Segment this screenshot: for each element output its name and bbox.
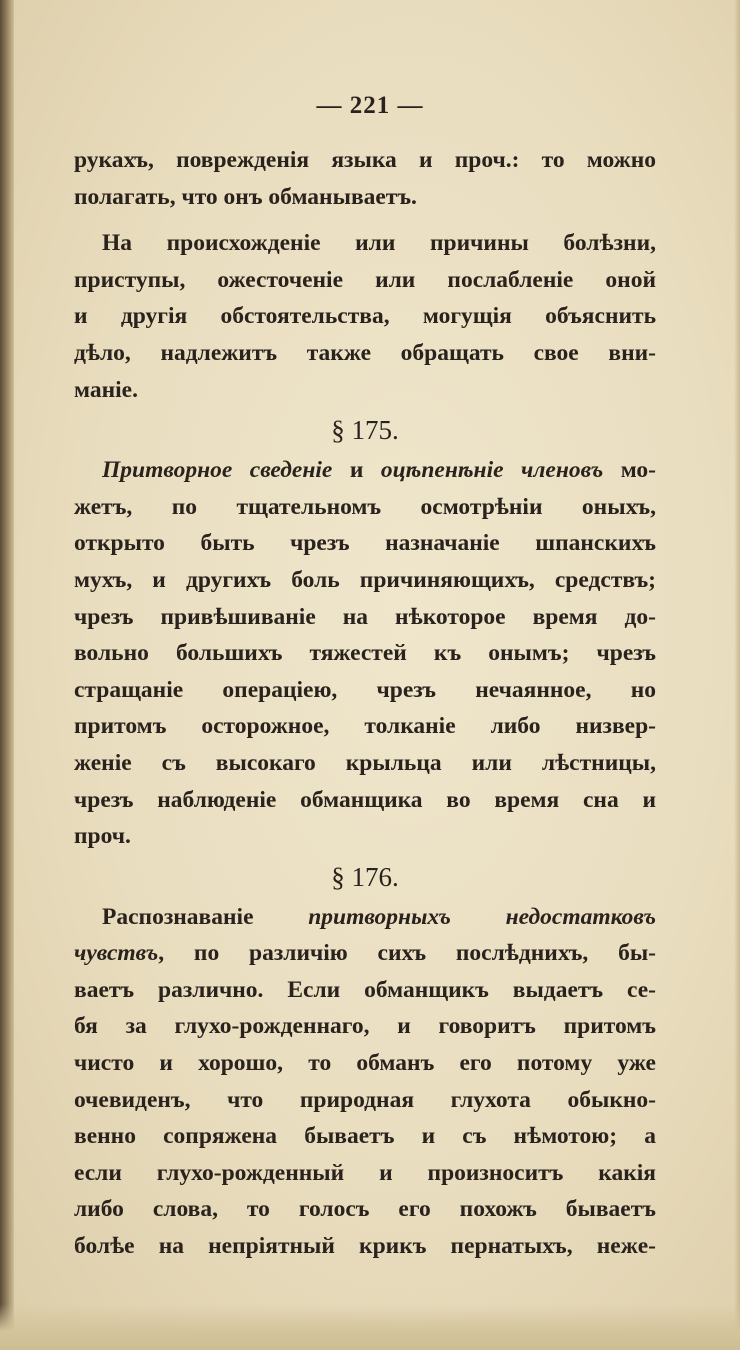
text-line: если глухо-рожденный и произноситъ какія	[74, 1159, 656, 1186]
text-line: ваетъ различно. Если обманщикъ выдаетъ се-	[74, 976, 656, 1003]
italic-term: притворныхъ недостатковъ	[308, 903, 656, 930]
text-line: маніе.	[74, 376, 138, 403]
text-line: венно сопряжена бываетъ и съ нѣмотою; а	[74, 1123, 656, 1150]
text-line	[74, 899, 656, 936]
text-line: притомъ осторожное, толканіе либо низвер-	[74, 713, 656, 740]
text-line: дѣло, надлежитъ также обращать свое вни-	[74, 339, 656, 366]
text-line	[74, 935, 656, 972]
text-line: чрезъ привѣшиваніе на нѣкоторое время до-	[74, 603, 656, 630]
text-line: женіе съ высокаго крыльца или лѣстницы,	[74, 749, 656, 776]
italic-term: оцѣпенѣніе членовъ	[380, 457, 604, 484]
text-line: бя за глухо-рожденнаго, и говоритъ притомъ	[74, 1013, 656, 1040]
italic-term: чувствъ	[74, 940, 159, 967]
text-line: открыто быть чрезъ назначаніе шпанскихъ	[74, 530, 656, 557]
page-binding-shadow	[0, 0, 14, 1350]
text-line: либо слова, то голосъ его похожъ бываетъ	[74, 1196, 656, 1223]
text-line: болѣе на непріятный крикъ пернатыхъ, нежe-	[74, 1233, 656, 1260]
text-fragment: мо-	[603, 457, 656, 484]
page-body	[74, 142, 656, 1265]
text-fragment: и	[332, 457, 381, 484]
text-line: чисто и хорошо, то обманъ его потому уже	[74, 1050, 656, 1077]
text-line: стращаніе операціею, чрезъ нечаянное, но	[74, 676, 656, 703]
text-line	[74, 452, 656, 489]
text-fragment: Распознаваніе	[102, 903, 309, 930]
section-heading-175: § 175.	[331, 415, 399, 446]
text-line: проч.	[74, 823, 131, 850]
text-line: вольно большихъ тяжестей къ онымъ; чрезъ	[74, 640, 656, 667]
italic-term: Притворное сведеніе	[102, 457, 333, 484]
page-number: — 221 —	[316, 92, 424, 119]
text-line: очевиденъ, что природная глухота обыкно-	[74, 1086, 656, 1113]
text-line: жетъ, по тщательномъ осмотрѣніи оныхъ,	[74, 493, 656, 520]
text-line: На происхожденіе или причины болѣзни,	[102, 230, 656, 257]
text-line: и другія обстоятельства, могущія объяснить	[74, 303, 656, 330]
text-line: полагать, что онъ обманываетъ.	[74, 183, 417, 210]
text-line: рукахъ, поврежденія языка и проч.: то можно	[74, 147, 656, 173]
page-right-edge	[734, 0, 740, 1350]
text-line: мухъ, и другихъ боль причиняющихъ, средствъ;	[74, 566, 656, 593]
text-fragment: , по различію сихъ послѣднихъ, бы-	[158, 940, 656, 967]
page-bottom-edge	[0, 1304, 740, 1350]
text-line: приступы, ожесточеніе или послабленіе оной	[74, 266, 656, 293]
text-line: чрезъ наблюденіе обманщика во время сна и	[74, 786, 656, 813]
section-heading-176: § 176.	[331, 861, 399, 892]
